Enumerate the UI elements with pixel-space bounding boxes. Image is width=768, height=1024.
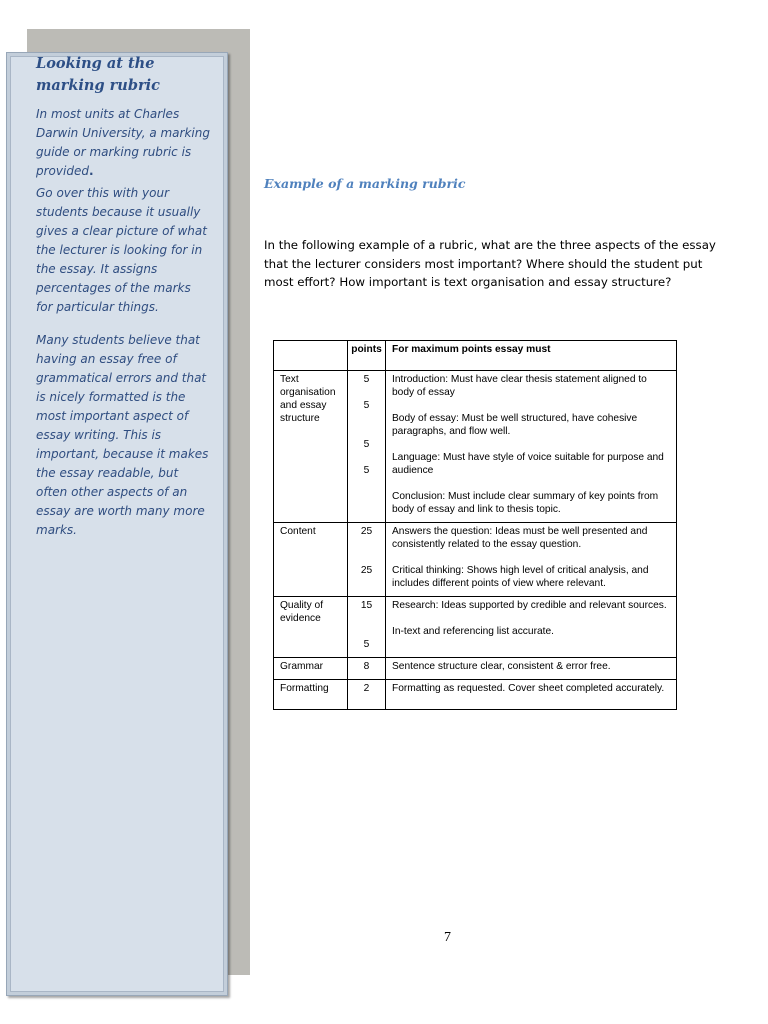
page-number: 7 — [444, 930, 451, 945]
sidebar-content — [36, 53, 211, 540]
criteria-item: Answers the question: Ideas must be well presented and consistently related to the essay question. — [392, 526, 648, 550]
points-value: 25 — [360, 526, 373, 537]
criteria-cell — [386, 597, 677, 658]
criteria-item: Sentence structure clear, consistent & error free. — [392, 661, 611, 672]
table-row — [274, 658, 677, 680]
points-value: 25 — [360, 565, 373, 576]
points-value: 5 — [363, 465, 370, 476]
points-value: 5 — [363, 374, 370, 385]
intro-paragraph: In the following example of a rubric, what are the three aspects of the essay that the lecturer considers most important? Where should the student put most effort? How important is text organisation and essay structure? — [264, 238, 716, 289]
header-points: points — [348, 341, 386, 371]
points-value: 5 — [363, 400, 370, 411]
points-cell — [348, 680, 386, 710]
criteria-item: Body of essay: Must be well structured, have cohesive paragraphs, and flow well. — [392, 413, 638, 437]
points-cell — [348, 371, 386, 523]
aspect-cell: Content — [274, 523, 348, 597]
criteria-item: Research: Ideas supported by credible and relevant sources. — [392, 600, 667, 611]
table-row — [274, 523, 677, 597]
criteria-cell — [386, 371, 677, 523]
table-row — [274, 597, 677, 658]
aspect-cell: Formatting — [274, 680, 348, 710]
points-value: 15 — [360, 600, 373, 611]
points-cell — [348, 597, 386, 658]
aspect-cell: Quality of evidence — [274, 597, 348, 658]
criteria-item: Language: Must have style of voice suitable for purpose and audience — [392, 452, 664, 476]
aspect-cell: Grammar — [274, 658, 348, 680]
points-value: 5 — [363, 639, 370, 650]
aspect-cell: Text organisation and essay structure — [274, 371, 348, 523]
criteria-cell — [386, 658, 677, 680]
sidebar-paragraph-1 — [36, 105, 211, 181]
criteria-item: In-text and referencing list accurate. — [392, 626, 554, 637]
example-heading: Example of a marking rubric — [264, 176, 466, 191]
points-value: 8 — [363, 661, 370, 672]
criteria-cell — [386, 680, 677, 710]
rubric-header-row — [274, 341, 677, 371]
header-criteria: For maximum points essay must — [386, 341, 677, 371]
points-cell — [348, 658, 386, 680]
criteria-item: Introduction: Must have clear thesis statement aligned to body of essay — [392, 374, 647, 398]
criteria-item: Critical thinking: Shows high level of critical analysis, and includes different points of view where relevant. — [392, 565, 649, 589]
sidebar-paragraph-1-period: . — [88, 164, 94, 178]
points-value: 2 — [363, 683, 370, 694]
points-value: 5 — [363, 439, 370, 450]
criteria-item: Formatting as requested. Cover sheet completed accurately. — [392, 683, 665, 694]
criteria-item: Conclusion: Must include clear summary of key points from body of essay and link to thesis topic. — [392, 491, 659, 515]
criteria-cell — [386, 523, 677, 597]
sidebar-title: Looking at the marking rubric — [36, 55, 160, 94]
sidebar-paragraph-1-text: In most units at Charles Darwin University, a marking guide or marking rubric is provided — [36, 107, 210, 178]
sidebar-paragraph-3: Many students believe that having an essay free of grammatical errors and that is nicely formatted is the most important aspect of essay writing. This is important, because it makes the essay readable, but often other aspects of an essay are worth many more marks. — [36, 333, 209, 537]
rubric-table — [273, 340, 677, 710]
table-row — [274, 680, 677, 710]
sidebar-paragraph-2: Go over this with your students because it usually gives a clear picture of what the lecturer is looking for in the essay. It assigns percentages of the marks for particular things. — [36, 186, 207, 314]
header-aspect — [274, 341, 348, 371]
table-row — [274, 371, 677, 523]
points-cell — [348, 523, 386, 597]
